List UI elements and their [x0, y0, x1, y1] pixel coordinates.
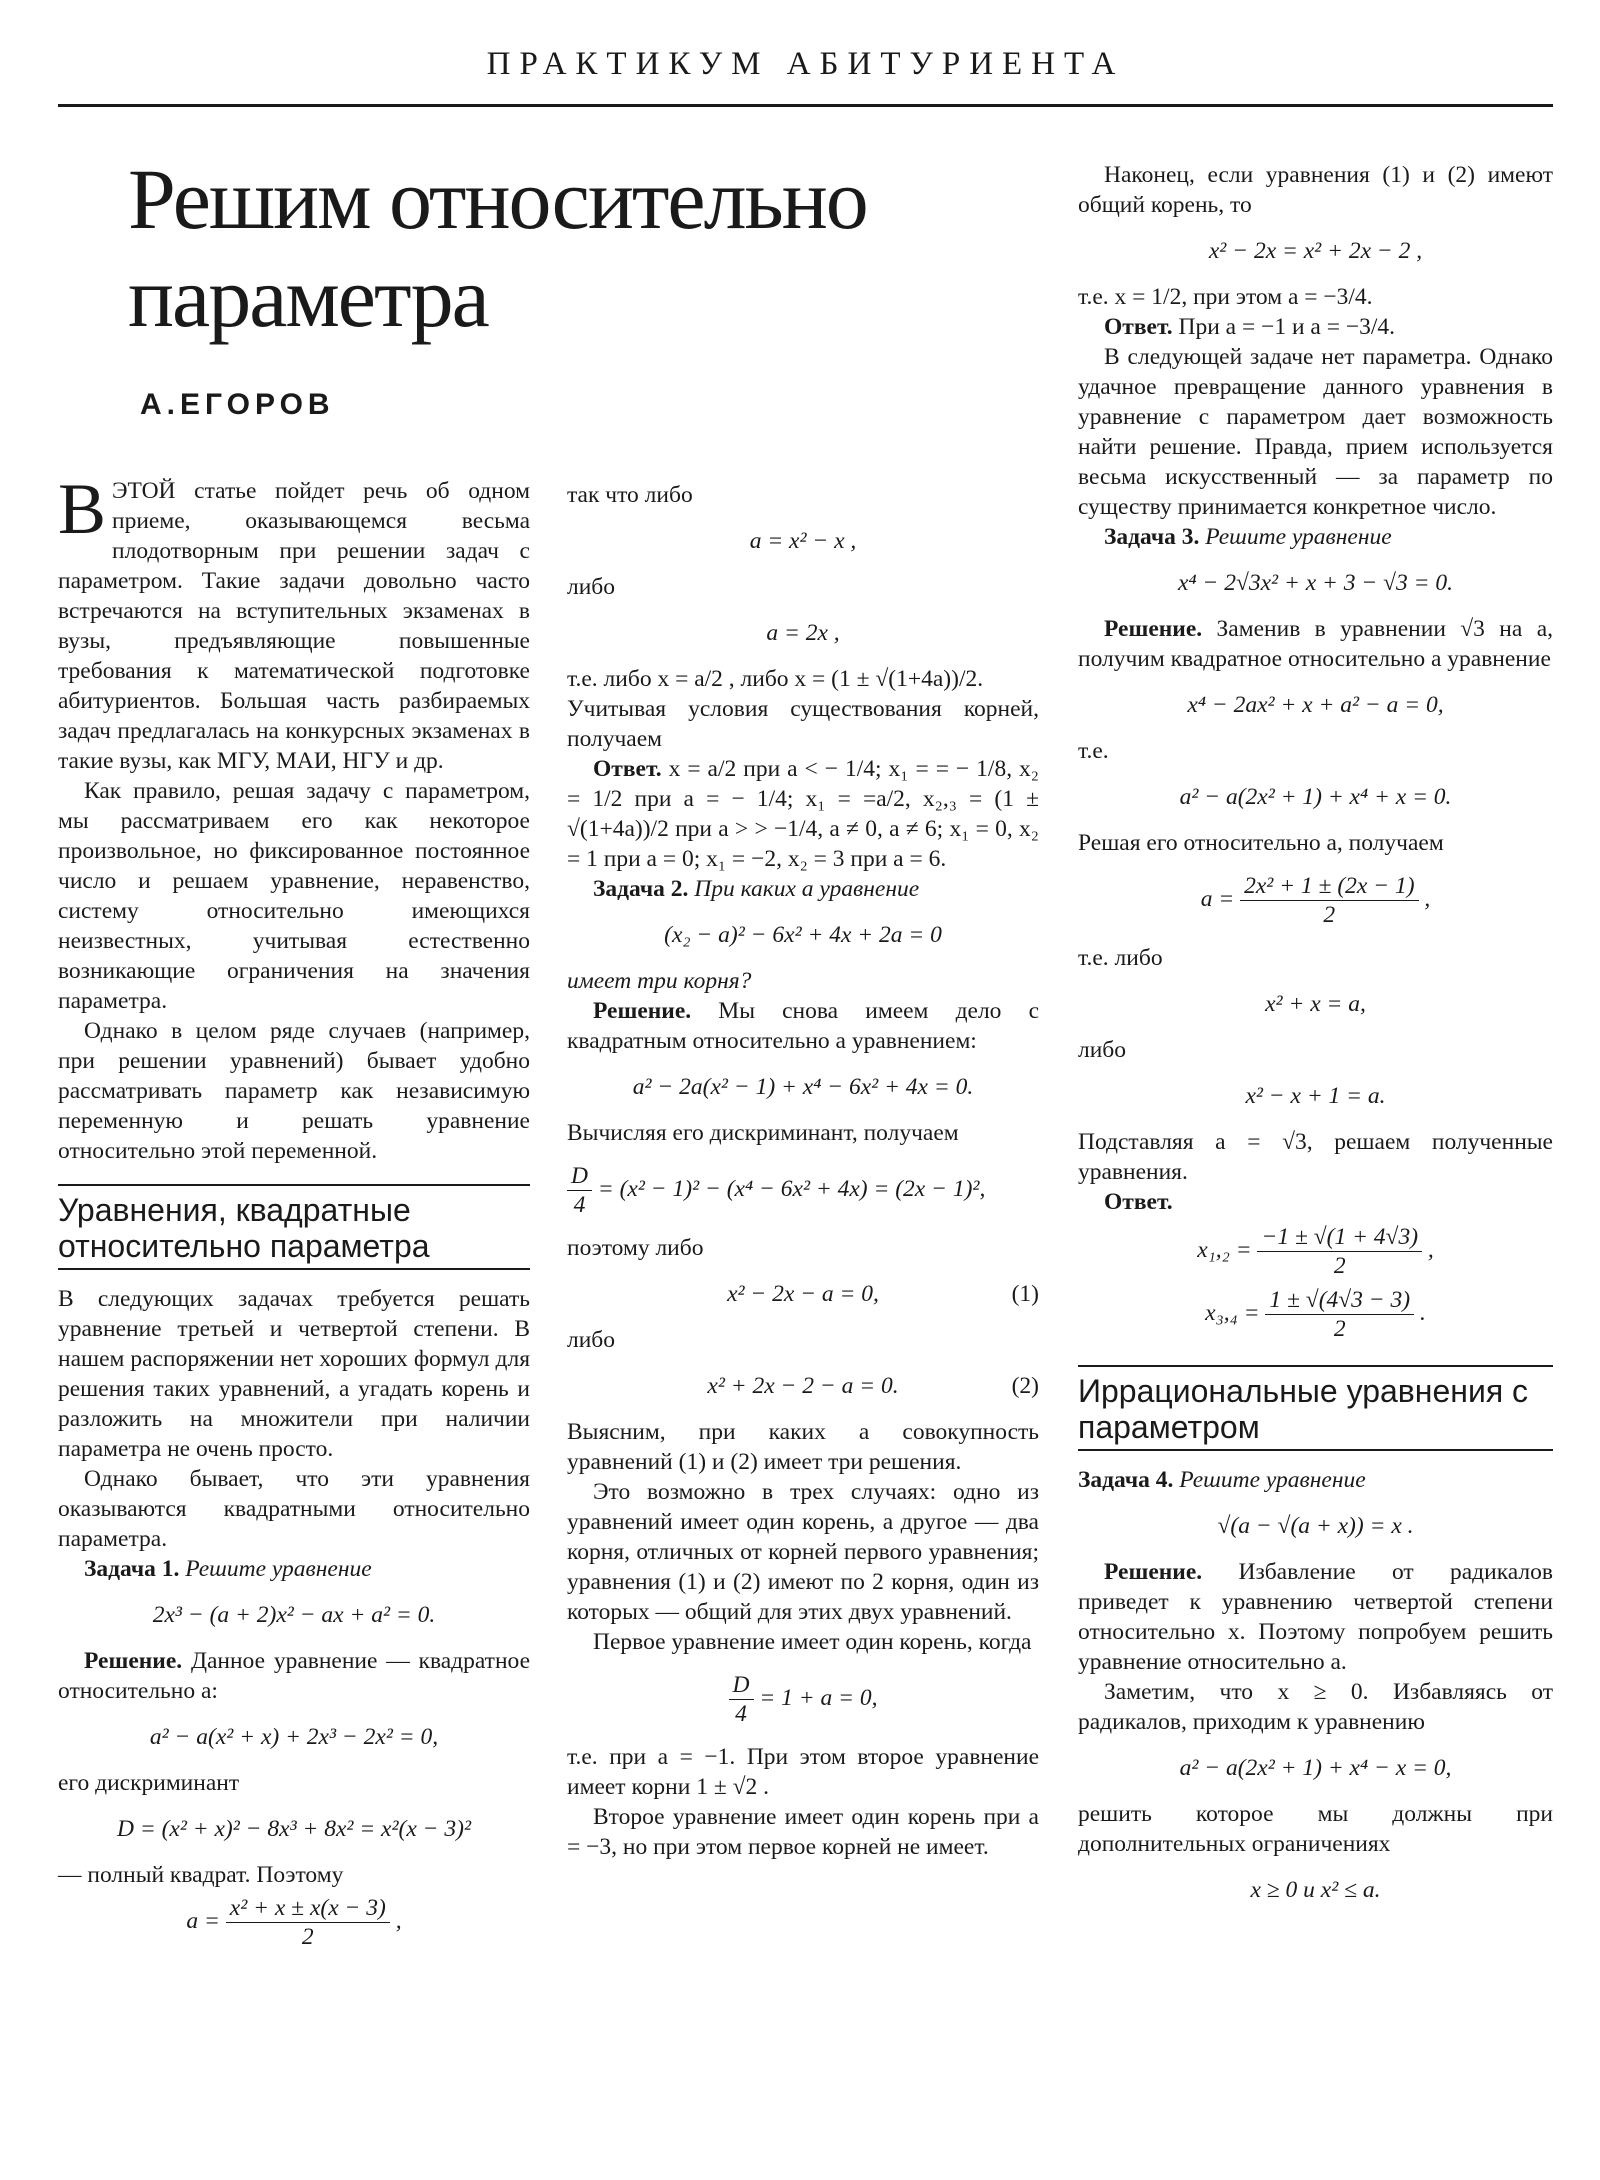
equation: a² − 2a(x² − 1) + x⁴ − 6x² + 4x = 0. — [632, 1074, 974, 1100]
paragraph: решить которое мы должны при дополнительных ограничениях — [1078, 1801, 1553, 1857]
column-2 — [567, 480, 1039, 1862]
paragraph: Как правило, решая задачу с параметром, мы рассматриваем его как некоторое произвольное, но фиксированное постоянное число и решаем уравнение, неравенство, систему относительно имеющихся неизвестных, учитывая естественно возникающие ограничения на значения параметра. — [58, 778, 530, 1014]
equation-discriminant-2: $\frac{D}{4}$ = (x² − 1)² − (x⁴ − 6x² + 4x) = (2x − 1)², — [567, 1162, 1039, 1219]
equation: a² − a(2x² + 1) + x⁴ − x = 0, — [1179, 1755, 1452, 1781]
equation: x² + x = a, — [1265, 991, 1366, 1017]
paragraph: либо — [567, 1327, 616, 1353]
paragraph: т.е. либо x = a/2 , либо x = (1 ± √(1+4a))/2. — [567, 666, 984, 692]
header-rule — [58, 104, 1553, 107]
equation-1: x² − 2x − a = 0, (1) — [727, 1281, 1039, 1307]
paragraph: Однако бывает, что эти уравнения оказываются квадратными относительно параметра. — [58, 1466, 530, 1552]
section-heading-quadratic: Уравнения, квадратные относительно параметра — [58, 1184, 530, 1270]
paragraph: Заметим, что x ≥ 0. Избавляясь от радикалов, приходим к уравнению — [1078, 1679, 1553, 1735]
equation-x34: x₃,₄ = $\frac{1 \pm √(4√3 - 3)}{2}$ . — [1205, 1287, 1426, 1342]
paragraph: Однако в целом ряде случаев (например, при решении уравнений) бывает удобно рассматривать параметр как независимую переменную и решать уравнение относительно этой переменной. — [58, 1018, 530, 1164]
paragraph: Наконец, если уравнения (1) и (2) имеют общий корень, то — [1078, 162, 1553, 218]
article-title — [128, 150, 867, 346]
solution-3: Решение. Заменив в уравнении √3 на a, получим квадратное относительно a уравнение — [1078, 616, 1554, 672]
answer-1: Ответ. x = a/2 при a < − 1/4; x₁ = = − 1/8, x₂ = 1/2 при a = − 1/4; x₁ = =a/2, x₂,₃ = (1 ± √(1+4a))/2 при a > > −1/4, a ≠ 0, a ≠ 6; x₁ = 0, x₂ = 1 при a = 0; x₁ = −2, x₂ = 3 при a = 6. — [567, 756, 1039, 872]
author: А.ЕГОРОВ — [140, 388, 335, 421]
paragraph: В следующей задаче нет параметра. Однако удачное превращение данного уравнения в уравнение с параметром дает возможность найти решение. Правда, прием используется весьма искусственный — за параметр по существу принимается конкретное число. — [1078, 344, 1553, 520]
paragraph: Учитывая условия существования корней, получаем — [567, 696, 1039, 752]
paragraph: — полный квадрат. Поэтому — [58, 1862, 344, 1888]
answer-3-label: Ответ. — [1104, 1189, 1173, 1215]
equation: x⁴ − 2ax² + x + a² − a = 0, — [1187, 692, 1444, 718]
equation-conditions: x ≥ 0 и x² ≤ a. — [1250, 1877, 1381, 1903]
equation-a-roots: a = $\frac{\text{x² + x ± x(x − 3)}}{2}$ , — [186, 1895, 402, 1950]
task-2-statement: Задача 2. При каких a уравнение — [593, 876, 920, 902]
paragraph: Решая его относительно a, получаем — [1078, 830, 1444, 856]
paragraph: Второе уравнение имеет один корень при a = −3, но при этом первое корней не имеет. — [567, 1804, 1039, 1860]
equation-task-2: (x₂ − a)² − 6x² + 4x + 2a = 0 — [664, 922, 942, 948]
equation-discriminant: D = (x² + x)² − 8x³ + 8x² = x²(x − 3)² — [116, 1816, 472, 1842]
paragraph: Вычисляя его дискриминант, получаем — [567, 1120, 959, 1146]
paragraph: т.е. x = 1/2, при этом a = −3/4. — [1078, 284, 1373, 310]
intro-paragraph: ВЭТОЙ статье пойдет речь об одном приеме, оказывающемся весьма плодотворным при решении задач с параметром. Такие задачи довольно часто встречаются на вступительных экзаменах в вузы, предъявляющие повышенные требования к математической подготовке абитуриентов. Большая часть разбираемых задач предлагалась на конкурсных экзаменах в такие вузы, как МГУ, МАИ, НГУ и др. — [58, 469, 530, 774]
equation-discriminant-3: $\frac{D}{4}$ = 1 + a = 0, — [567, 1671, 1039, 1728]
equation-quadratic-in-a: a² − a(x² + x) + 2x³ − 2x² = 0, — [149, 1724, 439, 1750]
running-header: ПРАКТИКУМ АБИТУРИЕНТА — [486, 46, 1125, 82]
answer-2: Ответ. При a = −1 и a = −3/4. — [1104, 314, 1396, 340]
solution-1: Решение. Данное уравнение — квадратное относительно a: — [58, 1648, 530, 1704]
paragraph: Выясним, при каких a совокупность уравнений (1) и (2) имеет три решения. — [567, 1419, 1039, 1475]
equation-task-1: 2x³ − (a + 2)x² − ax + a² = 0. — [152, 1602, 436, 1628]
paragraph: В следующих задачах требуется решать уравнение третьей и четвертой степени. В нашем распоряжении нет хороших формул для решения таких уравнений, а угадать корень и разложить на множители при наличии параметра не очень просто. — [58, 1286, 530, 1462]
paragraph: его дискриминант — [58, 1770, 240, 1796]
paragraph: т.е. либо — [1078, 945, 1163, 971]
equation-task-3: x⁴ − 2√3x² + x + 3 − √3 = 0. — [1178, 570, 1453, 596]
title-line-1: Решим относительно — [128, 151, 867, 247]
task-1-statement: Задача 1. Решите уравнение — [84, 1556, 372, 1582]
task-3-statement: Задача 3. Решите уравнение — [1104, 524, 1392, 550]
paragraph: либо — [567, 574, 616, 600]
paragraph: так что либо — [567, 482, 693, 508]
paragraph: Это возможно в трех случаях: одно из уравнений имеет один корень, а другое — два корня, отличных от корней первого уравнения; уравнения (1) и (2) имеют по 2 корня, один из которых — общий для этих двух уравнений. — [567, 1479, 1039, 1625]
paragraph: имеет три корня? — [567, 968, 752, 994]
paragraph: т.е. — [1078, 738, 1109, 764]
equation: x² − x + 1 = a. — [1245, 1083, 1386, 1109]
title-line-2: параметра — [128, 249, 488, 345]
equation-x12: x₁,₂ = $\frac{-1 \pm √(1 + 4√3)}{2}$ , — [1197, 1224, 1434, 1279]
paragraph: Подставляя a = √3, решаем полученные уравнения. — [1078, 1129, 1553, 1185]
paragraph: либо — [1078, 1037, 1127, 1063]
equation: a = x² − x , — [749, 528, 857, 554]
equation-2: x² + 2x − 2 − a = 0. (2) — [707, 1373, 1039, 1399]
equation: a² − a(2x² + 1) + x⁴ + x = 0. — [1179, 784, 1452, 810]
section-heading-irrational: Иррациональные уравнения с параметром — [1078, 1365, 1553, 1451]
equation-a-roots-3: a = $\frac{\text{2x² + 1 ± (2x − 1)}}{2}$ , — [1200, 873, 1431, 928]
equation-common-root: x² − 2x = x² + 2x − 2 , — [1208, 238, 1423, 264]
column-1 — [58, 469, 530, 1965]
column-3 — [1078, 160, 1553, 1921]
solution-2: Решение. Мы снова имеем дело с квадратным относительно a уравнением: — [567, 998, 1040, 1054]
paragraph: Первое уравнение имеет один корень, когда — [593, 1629, 1032, 1655]
paragraph: поэтому либо — [567, 1235, 704, 1261]
task-4-statement: Задача 4. Решите уравнение — [1078, 1467, 1366, 1493]
drop-cap: В — [58, 469, 107, 549]
equation-task-4: √(a − √(a + x)) = x . — [1217, 1513, 1414, 1539]
solution-4: Решение. Избавление от радикалов приведет к уравнению четвертой степени относительно x. Поэтому попробуем решить уравнение относительно a. — [1078, 1559, 1553, 1675]
paragraph: т.е. при a = −1. При этом второе уравнение имеет корни 1 ± √2 . — [567, 1744, 1039, 1800]
equation: a = 2x , — [766, 620, 840, 646]
